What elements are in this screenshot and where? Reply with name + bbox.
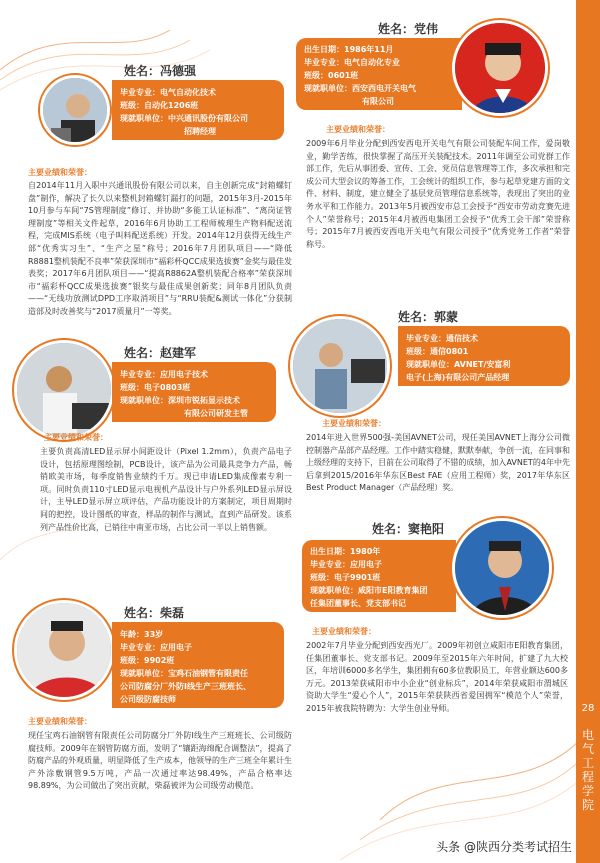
info-line: 毕业专业：通信技术 xyxy=(406,334,478,343)
info-line: 班级：0601班 xyxy=(304,71,359,80)
info-line: 年龄：33岁 xyxy=(120,630,164,639)
info-line: 招聘经理 xyxy=(184,127,216,136)
info-line: 电子(上海)有限公司产品经理 xyxy=(406,373,510,382)
person-name: 姓名：窦艳阳 xyxy=(372,522,445,536)
achievements-heading: 主要业绩和荣誉： xyxy=(28,717,92,726)
info-line: 任集团董事长、党支部书记 xyxy=(310,599,406,608)
info-line: 班级：电子0803班 xyxy=(120,383,191,392)
info-box xyxy=(398,326,570,386)
person-name: 姓名：柴磊 xyxy=(124,606,185,620)
info-line: 公司防腐分厂外防Ⅰ线生产三班班长、 xyxy=(120,682,251,691)
bio-text: 主要负责高清LED显示屏小间距设计（Pixel 1.2mm），负责产品电子设计，包括原理图绘制，PCB设计，该产品为公司最具竞争力产品，畅销欧美市场，每季度销售业绩约千万。现已申请LED集成像素专利一项。同时负责110寸LED显示电视机产品设计与户外系列LED显示屏设计，主导LED显示屏立项评估，产品功能设计的方案制定，项目周期时间的把控，设计图纸的审查，样品的制作与测试，直到产品研发。该系列产品性价比高，已销往中南亚市场，占比公司一半以上销售额。 xyxy=(40,447,292,532)
bio-text: 2009年6月毕业分配到西安西电开关电气有限公司装配车间工作，爱岗敬业，勤学苦练，很快掌握了高压开关装配技术。2011年调至公司党群工作部工作，先后从事团委、宣传、工会、党员信息管理等工作，多次承担和完成公司大型会议的筹备工作，工会统计的组织工作，参与起草党建方面的文件、材料、制度，建立健全了基层党员管理信息系统等，表现出了突出的业务水平和工作能力。2013年5月被西安市总工会授予“西安市劳动竞赛先进个人”荣誉称号；2015年4月被西电集团工会授予“优秀工会干部”荣誉称号；2015年7月被西安西电开关电气有限公司授予“优秀党务工作者”荣誉称号。 xyxy=(306,139,570,249)
info-line: 现就职单位：咸阳市E阳教育集团 xyxy=(310,586,428,595)
info-line: 现就职单位：西安西电开关电气 xyxy=(304,84,416,93)
info-line: 毕业专业：电气自动化技术 xyxy=(120,88,216,97)
page-sidebar xyxy=(576,0,600,863)
info-line: 班级：9902班 xyxy=(120,656,175,665)
person-name: 姓名：冯德强 xyxy=(124,64,197,78)
avatar xyxy=(290,316,390,416)
info-line: 班级：自动化1206班 xyxy=(120,101,199,110)
info-box xyxy=(302,540,456,612)
info-line: 毕业专业：应用电子技术 xyxy=(120,370,208,379)
avatar xyxy=(14,600,114,700)
info-line: 现就职单位：AVNET/安富利 xyxy=(406,360,511,369)
avatar xyxy=(452,518,552,618)
info-line: 出生日期：1986年11月 xyxy=(304,45,394,54)
info-line: 公司级防腐技师 xyxy=(120,695,176,704)
achievements-heading: 主要业绩和荣誉： xyxy=(28,168,92,177)
info-box xyxy=(112,622,284,708)
info-line: 班级：通信0801 xyxy=(406,347,469,356)
info-line: 有限公司研发主管 xyxy=(184,409,248,418)
person-name: 姓名：党伟 xyxy=(378,22,439,36)
college-name: 电气工程学院 xyxy=(581,728,594,812)
info-line: 毕业专业：应用电子 xyxy=(310,560,382,569)
achievements-heading: 主要业绩和荣誉： xyxy=(44,433,108,442)
achievements-heading: 主要业绩和荣誉： xyxy=(312,627,376,636)
bio-text: 2002年7月毕业分配到西安西光厂。2009年初创立咸阳市E阳教育集团，任集团董事长、党支部书记。2009年至2015年六年时间，扩建了九大校区，年培训6000多名学生，集团拥有60多位教职员工，年营业额达600多万元。2013荣获咸阳市中小企业“创业标兵”，2014年荣获咸阳市渭城区资助大学生“爱心个人”，2015年荣获陕西省爱国拥军“模范个人”荣誉，2015年被我院特聘为：大学生创业导师。 xyxy=(306,641,568,713)
info-line: 出生日期：1980年 xyxy=(310,547,381,556)
bio-text: 现任宝鸡石油钢管有限责任公司防腐分厂外防Ⅰ线生产三班班长、公司级防腐技师。2009年在钢管防腐方面，发明了“镶距海绵配合调整法”，提高了防腐产品的外观质量，明显降低了生产成本，他领导的生产三班全年累计生产外涂敷钢管9.5万吨，产品一次通过率达98.49%，产品合格率达98.89%，为公司做出了突出贡献，柴磊被评为公司级劳动模范。 xyxy=(28,731,292,791)
bio-text: 自2014年11月入职中兴通讯股份有限公司以来，自主创新完成“封箱螺钉盘”制作，解决了长久以来整机封箱螺钉漏打的问题，2015年3月-2015年10月参与车间“7S管理制度”修订、并协助“多能工认证标准”、“离岗证管理制度”等相关文件起草，2016年6月协助工工程师梳理生产物料配送流程，完成MIS系统（电子叫料配送系统）开发。2014年12月获得无线生产部“优秀实习生”、“生产之星”称号；2016年7月团队项目——“降低R8881整机装配不良率”荣获深圳市“福彩杯QCC成果选拔赛”金奖与最佳发表奖；2017年6月团队项目——“提高R8862A整机装配合格率”荣获深圳市“福彩杯QCC成果选拔赛”银奖与最佳成果创新奖；同年8月团队负责——“无线功放测试DPD工序取消项目”与“RRU装配&测试一体化”分获制造部及时改善奖与“2017质量月”一等奖。 xyxy=(28,181,292,316)
info-line: 现就职单位：宝鸡石油钢管有限责任 xyxy=(120,669,248,678)
page-number: 28 xyxy=(581,703,595,714)
watermark-text: 头条 @陕西分类考试招生 xyxy=(436,840,572,854)
info-box xyxy=(112,80,284,140)
info-box xyxy=(296,38,462,110)
avatar xyxy=(40,75,110,145)
info-box xyxy=(112,362,276,422)
info-line: 毕业专业：应用电子 xyxy=(120,643,192,652)
info-line: 班级：电子9901班 xyxy=(310,573,381,582)
info-line: 毕业专业：电气自动化专业 xyxy=(304,58,400,67)
info-line: 现就职单位：中兴通讯股份有限公司 xyxy=(120,114,248,123)
avatar xyxy=(452,20,548,116)
info-line: 有限公司 xyxy=(362,97,394,106)
achievements-heading: 主要业绩和荣誉： xyxy=(322,419,386,428)
bio-text: 2014年进入世界500强-美国AVNET公司，现任美国AVNET上海分公司微控制器产品部产品经理。工作中踏实稳健，默默奉献，争创一流，在同事和上级经理的支持下，目前在公司取得了不错的成绩，加入AVNET的4年中先后拿到2015/2016年华东区Best FAE（应用工程师）奖，2017年华东区 Best Product Manager（产品经理）奖。 xyxy=(306,433,570,493)
info-line: 现就职单位：深圳市锐拓显示技术 xyxy=(120,396,240,405)
person-name: 姓名：赵建军 xyxy=(124,346,197,360)
achievements-heading: 主要业绩和荣誉： xyxy=(326,125,390,134)
person-name: 姓名：郭蒙 xyxy=(398,310,459,324)
avatar xyxy=(14,340,114,440)
